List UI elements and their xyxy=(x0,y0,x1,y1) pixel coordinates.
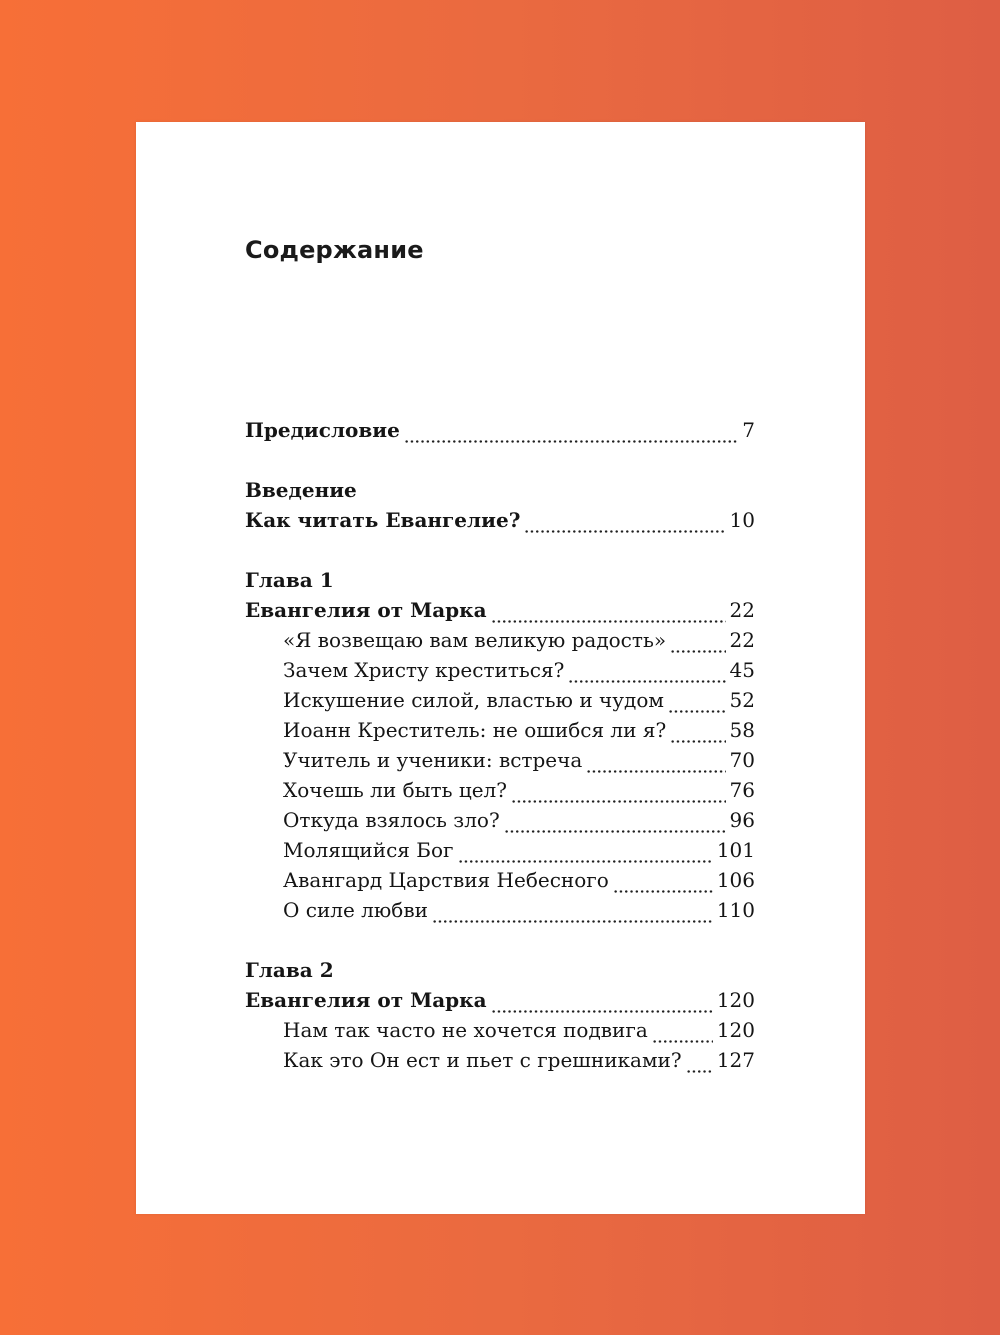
toc-page-number: 45 xyxy=(729,658,755,682)
toc-entry-label: Евангелия от Марка xyxy=(245,988,487,1012)
toc-page-number: 10 xyxy=(729,508,755,532)
toc-entry-label: Нам так часто не хочется подвига xyxy=(283,1018,648,1042)
toc-entry-label: Молящийся Бог xyxy=(283,838,454,862)
toc-page-number: 7 xyxy=(742,418,755,442)
toc-page-number: 120 xyxy=(716,988,755,1012)
toc-page-number: 22 xyxy=(729,598,755,622)
toc-subentry[interactable] xyxy=(245,625,755,655)
toc-subentry[interactable] xyxy=(245,1015,755,1045)
book-page xyxy=(136,122,865,1214)
toc-section-chapter-2 xyxy=(245,955,755,1075)
toc-subentry[interactable] xyxy=(245,805,755,835)
toc-entry-chapter-2[interactable] xyxy=(245,985,755,1015)
toc-section-heading xyxy=(245,565,755,595)
dot-leader xyxy=(458,843,713,863)
toc-entry-chapter-1[interactable] xyxy=(245,595,755,625)
toc-page-number: 96 xyxy=(729,808,755,832)
toc-page-number: 22 xyxy=(729,628,755,652)
toc-entry-label: Иоанн Креститель: не ошибся ли я? xyxy=(283,718,667,742)
toc-page-number: 101 xyxy=(716,838,755,862)
toc-subentry[interactable] xyxy=(245,895,755,925)
toc-subentry[interactable] xyxy=(245,715,755,745)
dot-leader xyxy=(670,633,725,653)
toc-page-number: 127 xyxy=(716,1048,755,1072)
toc-page-number: 76 xyxy=(729,778,755,802)
toc-page-number: 106 xyxy=(716,868,755,892)
toc-subentry[interactable] xyxy=(245,775,755,805)
toc-entry-label: О силе любви xyxy=(283,898,428,922)
dot-leader xyxy=(511,783,726,803)
dot-leader xyxy=(504,813,726,833)
toc-subentry[interactable] xyxy=(245,865,755,895)
toc-entry-label: Учитель и ученики: встреча xyxy=(283,748,583,772)
toc-section-heading xyxy=(245,955,755,985)
toc-page-number: 110 xyxy=(716,898,755,922)
dot-leader xyxy=(668,693,726,713)
toc-entry-label: Как это Он ест и пьет с грешниками? xyxy=(283,1048,682,1072)
dot-leader xyxy=(568,663,725,683)
dot-leader xyxy=(432,903,713,923)
toc-page-number: 58 xyxy=(729,718,755,742)
toc-entry-label: Искушение силой, властью и чудом xyxy=(283,688,664,712)
table-of-contents xyxy=(245,415,755,1105)
toc-subentry[interactable] xyxy=(245,745,755,775)
toc-entry-intro[interactable] xyxy=(245,505,755,535)
toc-section-chapter-1 xyxy=(245,565,755,925)
toc-entry-label: Евангелия от Марка xyxy=(245,598,487,622)
toc-subentry[interactable] xyxy=(245,835,755,865)
toc-entry-label: Как читать Евангелие? xyxy=(245,508,521,532)
toc-heading-label: Глава 1 xyxy=(245,568,334,592)
toc-entry-label: Авангард Царствия Небесного xyxy=(283,868,609,892)
dot-leader xyxy=(613,873,713,893)
toc-section-preface xyxy=(245,415,755,445)
toc-page-number: 120 xyxy=(716,1018,755,1042)
toc-entry-label: Зачем Христу креститься? xyxy=(283,658,565,682)
toc-entry-label: «Я возвещаю вам великую радость» xyxy=(283,628,667,652)
page-title: Содержание xyxy=(245,236,424,264)
dot-leader xyxy=(491,603,726,623)
toc-subentry[interactable] xyxy=(245,685,755,715)
toc-page-number: 70 xyxy=(729,748,755,772)
dot-leader xyxy=(524,513,725,533)
toc-heading-label: Глава 2 xyxy=(245,958,334,982)
dot-leader xyxy=(686,1053,713,1073)
toc-subentry[interactable] xyxy=(245,1045,755,1075)
dot-leader xyxy=(586,753,725,773)
dot-leader xyxy=(652,1023,713,1043)
toc-subentry[interactable] xyxy=(245,655,755,685)
toc-entry-label: Откуда взялось зло? xyxy=(283,808,500,832)
toc-page-number: 52 xyxy=(729,688,755,712)
toc-section-heading xyxy=(245,475,755,505)
toc-entry-label: Хочешь ли быть цел? xyxy=(283,778,507,802)
toc-entry-label: Предисловие xyxy=(245,418,400,442)
toc-heading-label: Введение xyxy=(245,478,357,502)
dot-leader xyxy=(404,423,738,443)
toc-section-intro xyxy=(245,475,755,535)
dot-leader xyxy=(491,993,713,1013)
toc-entry-preface[interactable] xyxy=(245,415,755,445)
dot-leader xyxy=(670,723,725,743)
